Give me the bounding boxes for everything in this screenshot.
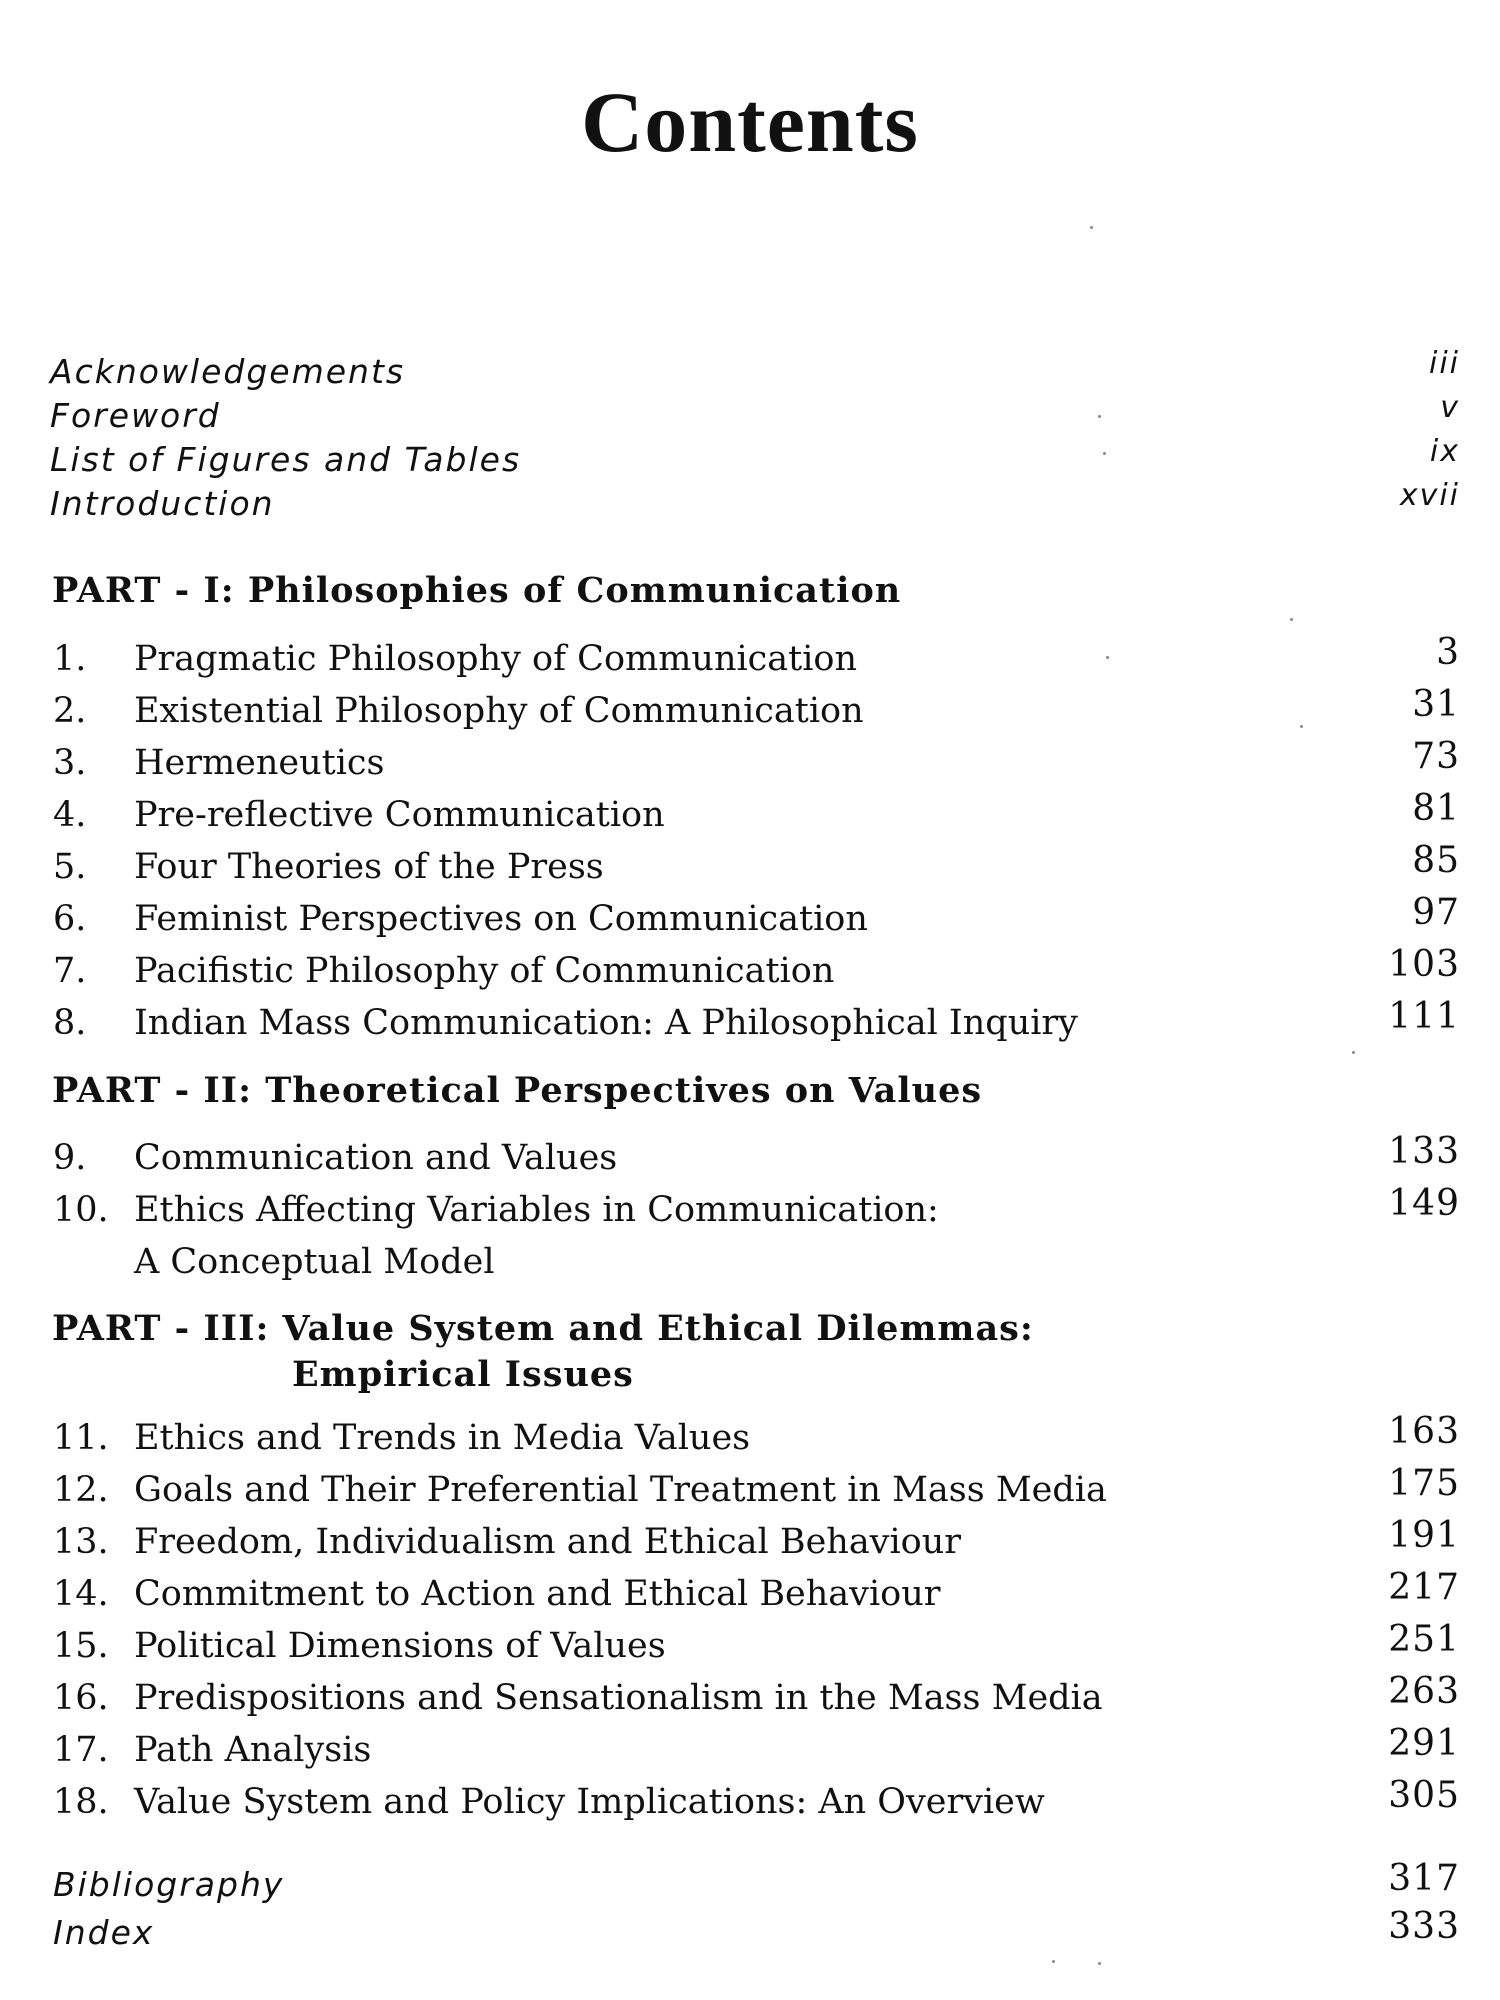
toc-chapter-17[interactable]: [50, 1725, 1460, 1775]
toc-entry-bibliography[interactable]: [50, 1860, 1460, 1910]
chapter-page: 251: [1388, 1619, 1460, 1660]
chapter-page: 305: [1388, 1775, 1460, 1816]
part-heading-text: PART - I: Philosophies of Communication: [52, 570, 902, 611]
chapter-number: 4.: [53, 795, 87, 835]
scan-speck: [1098, 1962, 1101, 1965]
chapter-number: 15.: [53, 1626, 109, 1666]
part-3-heading: [52, 1306, 1034, 1398]
chapter-number: 1.: [53, 639, 87, 679]
chapter-page: 263: [1388, 1671, 1460, 1712]
toc-entry-foreword[interactable]: [50, 391, 1460, 441]
toc-chapter-16[interactable]: [50, 1673, 1460, 1723]
chapter-title: Pacifistic Philosophy of Communication: [134, 951, 835, 991]
chapter-title: Path Analysis: [134, 1730, 372, 1770]
part-heading-text: PART - III: Value System and Ethical Dilemmas:: [52, 1308, 1034, 1349]
page-title: Contents: [581, 74, 919, 170]
scan-speck: [1103, 452, 1106, 455]
toc-chapter-12[interactable]: [50, 1465, 1460, 1515]
chapter-title: Value System and Policy Implications: An Overview: [134, 1782, 1045, 1822]
toc-chapter-14[interactable]: [50, 1569, 1460, 1619]
chapter-title: Ethics and Trends in Media Values: [134, 1418, 751, 1458]
chapter-page: 73: [1412, 736, 1460, 777]
chapter-title-line2: A Conceptual Model: [134, 1242, 495, 1282]
chapter-title: Hermeneutics: [134, 743, 385, 783]
chapter-number: 8.: [53, 1003, 87, 1043]
toc-entry-page: iii: [1428, 346, 1460, 381]
chapter-number: 7.: [53, 951, 87, 991]
chapter-number: 5.: [53, 847, 87, 887]
scan-speck: [1090, 226, 1093, 229]
toc-entry-label: Index: [53, 1913, 155, 1952]
chapter-number: 6.: [53, 899, 87, 939]
chapter-title: Four Theories of the Press: [134, 847, 604, 887]
toc-entry-index[interactable]: [50, 1908, 1460, 1958]
scan-speck: [1052, 1960, 1055, 1963]
chapter-page: 133: [1388, 1131, 1460, 1172]
chapter-page: 111: [1388, 996, 1460, 1037]
chapter-title: Communication and Values: [134, 1138, 618, 1178]
chapter-number: 3.: [53, 743, 87, 783]
chapter-title: Commitment to Action and Ethical Behaviour: [134, 1574, 941, 1614]
chapter-title: Freedom, Individualism and Ethical Behaviour: [134, 1522, 961, 1562]
chapter-number: 12.: [53, 1470, 109, 1510]
chapter-page: 103: [1388, 944, 1460, 985]
chapter-page: 85: [1412, 840, 1460, 881]
scan-speck: [1352, 1051, 1355, 1054]
chapter-number: 14.: [53, 1574, 109, 1614]
scan-speck: [1300, 725, 1303, 728]
chapter-page: 97: [1412, 892, 1460, 933]
toc-entry-page: 317: [1388, 1858, 1460, 1899]
scan-speck: [1106, 656, 1109, 659]
toc-chapter-3[interactable]: [50, 738, 1460, 788]
chapter-title: Political Dimensions of Values: [134, 1626, 666, 1666]
chapter-page: 81: [1412, 788, 1460, 829]
toc-chapter-7[interactable]: [50, 946, 1460, 996]
toc-chapter-4[interactable]: [50, 790, 1460, 840]
chapter-page: 175: [1388, 1463, 1460, 1504]
toc-entry-page: xvii: [1399, 478, 1460, 513]
chapter-number: 9.: [53, 1138, 87, 1178]
toc-chapter-10[interactable]: [50, 1185, 1460, 1235]
toc-entry-acknowledgements[interactable]: [50, 347, 1460, 397]
toc-chapter-18[interactable]: [50, 1777, 1460, 1827]
toc-entry-introduction[interactable]: [50, 479, 1460, 529]
toc-entry-page: ix: [1429, 434, 1460, 469]
chapter-number: 11.: [53, 1418, 109, 1458]
part-heading-text: PART - II: Theoretical Perspectives on Values: [52, 1070, 983, 1111]
chapter-number: 17.: [53, 1730, 109, 1770]
toc-chapter-8[interactable]: [50, 998, 1460, 1048]
toc-entry-label: Acknowledgements: [50, 352, 406, 391]
chapter-title: Feminist Perspectives on Communication: [134, 899, 868, 939]
chapter-number: 16.: [53, 1678, 109, 1718]
toc-chapter-1[interactable]: [50, 634, 1460, 684]
toc-chapter-10-continued[interactable]: [50, 1237, 1460, 1287]
chapter-number: 18.: [53, 1782, 109, 1822]
toc-chapter-13[interactable]: [50, 1517, 1460, 1567]
toc-entry-list-of-figures[interactable]: [50, 435, 1460, 485]
part-1-heading: [52, 568, 901, 614]
chapter-page: 31: [1412, 684, 1460, 725]
scan-speck: [1098, 415, 1101, 418]
chapter-page: 191: [1388, 1515, 1460, 1556]
chapter-title: Goals and Their Preferential Treatment in Mass Media: [134, 1470, 1107, 1510]
toc-entry-label: Foreword: [50, 396, 221, 435]
chapter-title: Existential Philosophy of Communication: [134, 691, 864, 731]
toc-chapter-15[interactable]: [50, 1621, 1460, 1671]
toc-chapter-6[interactable]: [50, 894, 1460, 944]
chapter-title: Pragmatic Philosophy of Communication: [134, 639, 858, 679]
toc-chapter-2[interactable]: [50, 686, 1460, 736]
toc-entry-page: 333: [1388, 1906, 1460, 1947]
chapter-title: Predispositions and Sensationalism in the Mass Media: [134, 1678, 1103, 1718]
chapter-page: 291: [1388, 1723, 1460, 1764]
toc-entry-label: Introduction: [50, 484, 275, 523]
chapter-title: Indian Mass Communication: A Philosophical Inquiry: [134, 1003, 1078, 1043]
chapter-page: 149: [1388, 1183, 1460, 1224]
chapter-title: Pre-reflective Communication: [134, 795, 665, 835]
chapter-number: 10.: [53, 1190, 109, 1230]
chapter-page: 163: [1388, 1411, 1460, 1452]
chapter-title: Ethics Affecting Variables in Communication:: [134, 1190, 939, 1230]
toc-chapter-5[interactable]: [50, 842, 1460, 892]
part-heading-text-line2: Empirical Issues: [292, 1354, 634, 1395]
toc-entry-label: List of Figures and Tables: [50, 440, 522, 479]
scan-speck: [1290, 618, 1293, 621]
chapter-number: 2.: [53, 691, 87, 731]
toc-entry-label: Bibliography: [53, 1865, 285, 1904]
toc-entry-page: v: [1440, 390, 1460, 425]
part-2-heading: [52, 1068, 982, 1114]
toc-chapter-9[interactable]: [50, 1133, 1460, 1183]
chapter-page: 217: [1388, 1567, 1460, 1608]
chapter-page: 3: [1436, 632, 1460, 673]
chapter-number: 13.: [53, 1522, 109, 1562]
toc-chapter-11[interactable]: [50, 1413, 1460, 1463]
